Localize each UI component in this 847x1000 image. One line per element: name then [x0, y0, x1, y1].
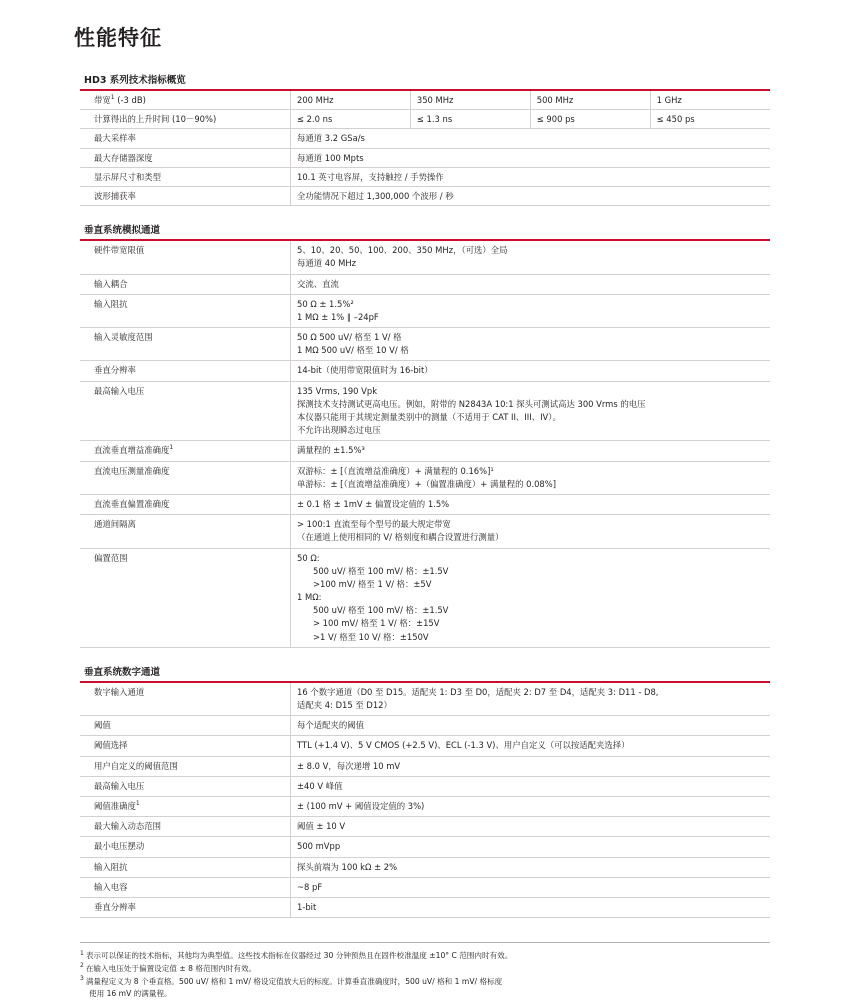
footnote: 使用 16 mV 的满量程。 — [89, 989, 172, 999]
page-title: 性能特征 — [74, 26, 162, 50]
value-line: TTL (+1.4 V)、5 V CMOS (+2.5 V)、ECL (-1.3 V)、用户自定义（可以按适配夹选择） — [297, 740, 630, 751]
value-line: 本仪器只能用于其规定测量类别中的测量（不适用于 CAT II、III、IV）。 — [297, 412, 561, 422]
row-value — [291, 897, 771, 917]
row-value: ≤ 900 ps — [530, 110, 650, 129]
footnote-marker: 1 — [169, 444, 174, 452]
value-line: ± 0.1 格 ± 1mV ± 偏置设定值的 1.5% — [297, 498, 450, 509]
row-label: 最大输入动态范围 — [80, 817, 291, 837]
value-line: ± 8.0 V，每次递增 10 mV — [297, 760, 401, 771]
row-value — [291, 294, 771, 327]
row-label: 用户自定义的阈值范围 — [80, 756, 291, 776]
table-row — [80, 294, 770, 327]
table-row — [80, 817, 770, 837]
row-value — [291, 776, 771, 796]
table-row — [80, 91, 770, 110]
row-label: 硬件带宽限值 — [80, 241, 291, 274]
table-row — [80, 716, 770, 736]
row-value — [291, 817, 771, 837]
value-line: 每通道 40 MHz — [297, 258, 357, 269]
table-row — [80, 328, 770, 361]
value-line: 500 mVpp — [297, 841, 341, 852]
value-line: 1-bit — [297, 901, 317, 912]
value-line: >1 V/ 格至 10 V/ 格：±150V — [313, 631, 429, 642]
table-row — [80, 274, 770, 294]
row-value — [291, 494, 771, 514]
row-value: 350 MHz — [410, 91, 530, 110]
table-row — [80, 361, 770, 381]
value-line: 50 Ω 500 uV/ 格至 1 V/ 格 — [297, 332, 402, 343]
table-row — [80, 167, 770, 186]
row-label: 数字输入通道 — [80, 683, 291, 716]
value-line: 1 MΩ: — [297, 592, 322, 603]
spec-table-overview — [80, 91, 770, 206]
row-label: 偏置范围 — [80, 548, 291, 647]
section-heading-digital: 垂直系统数字通道 — [80, 664, 770, 683]
table-row — [80, 837, 770, 857]
row-label: 输入耦合 — [80, 274, 291, 294]
value-line: 135 Vrms, 190 Vpk — [297, 385, 378, 396]
footnotes — [80, 942, 770, 1000]
value-line: 每个适配夹的阈值 — [297, 720, 364, 731]
row-label: 阈值准确度$^1$ — [80, 796, 291, 816]
value-line: ± (100 mV + 阈值设定值的 3%) — [297, 800, 425, 811]
value-line: 交流、直流 — [297, 278, 339, 289]
table-row — [80, 129, 770, 148]
value-line: 5、10、20、50、100、200、350 MHz，（可选）全局 — [297, 245, 508, 256]
footnote-marker: 2 — [80, 962, 84, 970]
spec-table-analog — [80, 241, 770, 648]
row-value — [291, 441, 771, 461]
section-heading-overview: HD3 系列技术指标概览 — [80, 72, 770, 91]
row-value — [291, 274, 771, 294]
row-label: 输入阻抗 — [80, 857, 291, 877]
row-value: 1 GHz — [650, 91, 770, 110]
row-value — [291, 548, 771, 647]
row-value — [291, 857, 771, 877]
value-line: 1 MΩ 500 uV/ 格至 10 V/ 格 — [297, 345, 409, 356]
row-label: 最大存储器深度 — [80, 148, 291, 167]
table-row — [80, 897, 770, 917]
row-label: 显示屏尺寸和类型 — [80, 167, 291, 186]
row-value — [291, 515, 771, 548]
table-row — [80, 441, 770, 461]
table-row — [80, 736, 770, 756]
row-label: 最高输入电压 — [80, 381, 291, 441]
table-row — [80, 186, 770, 205]
row-value — [291, 381, 771, 441]
row-value — [291, 328, 771, 361]
row-value — [291, 241, 771, 274]
row-value: 200 MHz — [291, 91, 411, 110]
value-line: 探头前端为 100 kΩ ± 2% — [297, 861, 398, 872]
value-line: >100 mV/ 格至 1 V/ 格：±5V — [313, 578, 432, 589]
row-value — [291, 683, 771, 716]
footnote-marker: 1 — [135, 800, 140, 808]
table-row — [80, 877, 770, 897]
row-label: 直流电压测量准确度 — [80, 461, 291, 494]
spec-content — [80, 72, 770, 918]
value-line: 16 个数字通道（D0 至 D15。适配夹 1: D3 至 D0，适配夹 2: D7 至 D4，适配夹 3: D11 - D8, — [297, 686, 659, 697]
row-label: 直流垂直增益准确度$^1$ — [80, 441, 291, 461]
table-row — [80, 683, 770, 716]
row-label: 输入阻抗 — [80, 294, 291, 327]
document-page — [0, 22, 847, 999]
row-value — [291, 796, 771, 816]
table-row — [80, 241, 770, 274]
row-value: 500 MHz — [530, 91, 650, 110]
row-label: 波形捕获率 — [80, 186, 291, 205]
footnote: $^2$ 在输入电压处于偏置设定值 ± 8 格范围内时有效。 — [80, 962, 257, 973]
row-label: 垂直分辨率 — [80, 361, 291, 381]
value-line: > 100:1 直流至每个型号的最大规定带宽 — [297, 519, 451, 530]
value-line: 满量程的 ±1.5%³ — [297, 445, 365, 456]
row-value — [291, 756, 771, 776]
row-label: 直流垂直偏置准确度 — [80, 494, 291, 514]
row-label: 最大采样率 — [80, 129, 291, 148]
table-row — [80, 494, 770, 514]
row-label: 最高输入电压 — [80, 776, 291, 796]
table-row — [80, 381, 770, 441]
row-value: ≤ 450 ps — [650, 110, 770, 129]
row-value — [291, 837, 771, 857]
row-value: 全功能情况下超过 1,300,000 个波形 / 秒 — [291, 186, 771, 205]
row-label: 输入灵敏度范围 — [80, 328, 291, 361]
table-row — [80, 515, 770, 548]
footnote: $^1$ 表示可以保证的技术指标，其他均为典型值。这些技术指标在仪器经过 30 分钟预热且在固件校准温度 ±10° C 范围内时有效。 — [80, 949, 513, 961]
value-line: 500 uV/ 格至 100 mV/ 格：±1.5V — [313, 565, 449, 576]
value-line: ~8 pF — [297, 881, 323, 892]
value-line: 探测技术支持测试更高电压。例如，附带的 N2843A 10:1 探头可测试高达 300 Vrms 的电压 — [297, 398, 646, 409]
value-line: 500 uV/ 格至 100 mV/ 格：±1.5V — [313, 605, 449, 616]
row-label: 带宽$^1$ (-3 dB) — [80, 91, 291, 110]
table-row — [80, 461, 770, 494]
row-value: ≤ 1.3 ns — [410, 110, 530, 129]
row-label: 计算得出的上升时间 (10－90%) — [80, 110, 291, 129]
row-value — [291, 736, 771, 756]
row-value — [291, 361, 771, 381]
footnote-marker: 1 — [80, 949, 84, 957]
value-line: > 100 mV/ 格至 1 V/ 格：±15V — [313, 618, 440, 629]
spec-table-digital — [80, 683, 770, 918]
table-row — [80, 148, 770, 167]
value-line: 双游标：± [（直流增益准确度）+ 满量程的 0.16%]¹ — [297, 465, 494, 476]
row-value — [291, 877, 771, 897]
value-line: 阈值 ± 10 V — [297, 821, 346, 832]
row-value: 10.1 英寸电容屏，支持触控 / 手势操作 — [291, 167, 771, 186]
row-value: 每通道 100 Mpts — [291, 148, 771, 167]
table-row — [80, 548, 770, 647]
table-row — [80, 857, 770, 877]
value-line: 1 MΩ ± 1% ∥ –24pF — [297, 311, 379, 322]
value-line: 不允许出现瞬态过电压 — [297, 425, 381, 436]
value-line: 50 Ω: — [297, 552, 320, 563]
row-label: 通道间隔离 — [80, 515, 291, 548]
value-line: （在通道上使用相同的 V/ 格刻度和耦合设置进行测量） — [297, 532, 504, 543]
row-label: 阈值 — [80, 716, 291, 736]
row-label: 输入电容 — [80, 877, 291, 897]
value-line: 14-bit（使用带宽限值时为 16-bit） — [297, 365, 433, 376]
value-line: 适配夹 4: D15 至 D12） — [297, 700, 392, 710]
row-label: 阈值选择 — [80, 736, 291, 756]
row-label: 垂直分辨率 — [80, 897, 291, 917]
table-row — [80, 756, 770, 776]
footnote: $^3$ 满量程定义为 8 个垂直格。500 uV/ 格和 1 mV/ 格设定值放大后的标度。计算垂直准确度时，500 uV/ 格和 1 mV/ 格标度 — [80, 975, 503, 986]
section-heading-analog: 垂直系统模拟通道 — [80, 222, 770, 241]
row-value: ≤ 2.0 ns — [291, 110, 411, 129]
value-line: ±40 V 峰值 — [297, 780, 343, 791]
row-label: 最小电压摆动 — [80, 837, 291, 857]
row-value: 每通道 3.2 GSa/s — [291, 129, 771, 148]
footnote-marker: 3 — [80, 975, 84, 983]
row-value — [291, 461, 771, 494]
row-value — [291, 716, 771, 736]
table-row — [80, 776, 770, 796]
table-row — [80, 796, 770, 816]
value-line: 单游标：± [（直流增益准确度）+（偏置准确度）+ 满量程的 0.08%] — [297, 478, 556, 489]
value-line: 50 Ω ± 1.5%² — [297, 298, 354, 309]
table-row — [80, 110, 770, 129]
